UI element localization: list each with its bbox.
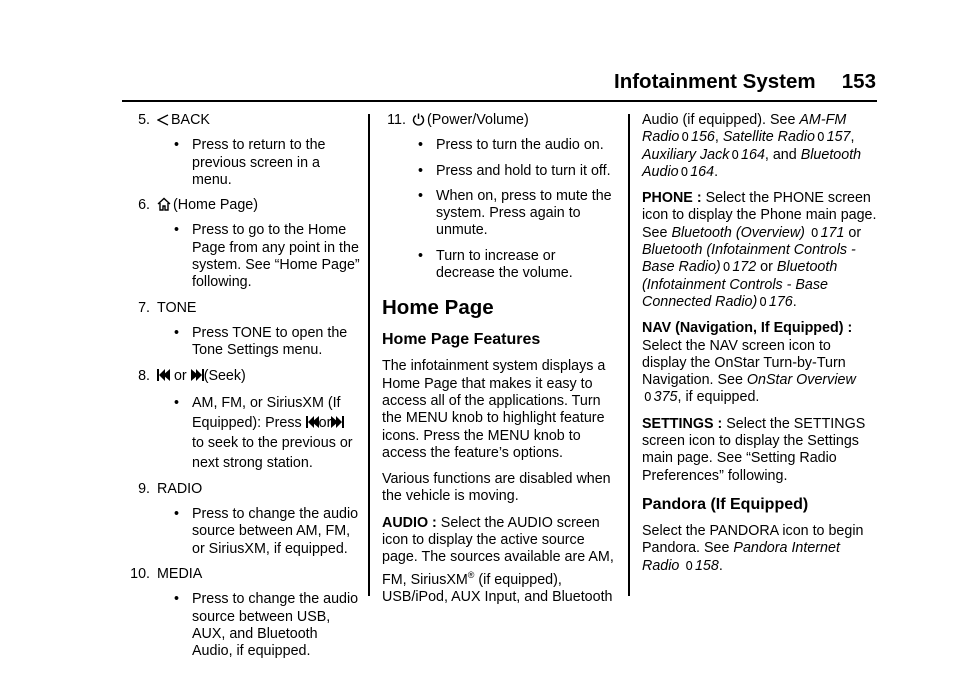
paragraph-text: Select the NAV screen icon to display the OnStar Turn-by-Turn Navigation. See: [642, 337, 846, 389]
back-arrow-icon: [157, 114, 169, 126]
heading-home-page-features: Home Page Features: [382, 331, 541, 349]
page-ref-icon: 0: [722, 260, 731, 275]
seek-back-icon: [306, 416, 319, 428]
paragraph-text: Audio (if equipped). See: [642, 112, 796, 128]
paragraph-settings: [642, 416, 878, 485]
column-2: [382, 112, 614, 615]
bullet-dot: •: [174, 137, 180, 154]
bullet-dot: •: [418, 137, 424, 154]
term-label: SETTINGS :: [642, 415, 723, 432]
paragraph-pandora: Select the PANDORA icon to begin Pandora. See Pandora Internet Radio 0 158.: [642, 522, 864, 574]
cross-reference-link[interactable]: Bluetooth (Infotainment Controls - Base Connected Radio): [642, 259, 838, 310]
item-number: 5.: [138, 112, 150, 128]
paragraph-text: or: [760, 259, 773, 276]
or-text: or: [173, 367, 187, 384]
column-3: [642, 112, 878, 584]
bullet-dot: •: [174, 394, 180, 411]
cross-reference-link[interactable]: Bluetooth (Infotainment Controls - Base Radio): [642, 242, 856, 276]
paragraph-nav: [642, 320, 878, 406]
bullet-text: Press and hold to turn it off.: [436, 162, 611, 179]
list-item-11: [382, 112, 614, 282]
bullet-text: Press to change the audio source between USB, AUX, and Bluetooth Audio, if equipped.: [192, 591, 359, 660]
bullet-text: to seek to the previous or next strong station.: [192, 434, 353, 471]
page-ref-icon: 0: [644, 390, 652, 405]
bullet-text: AM, FM, or SiriusXM (If Equipped): Press: [192, 394, 341, 431]
item-number: 7.: [138, 299, 150, 316]
column-divider-1: [368, 114, 370, 596]
list-item-6: [115, 197, 360, 291]
page-ref-icon: 0: [680, 164, 689, 179]
paragraph-audio: [382, 515, 614, 606]
paragraph-text: Select the PHONE screen icon to display the Phone main page. See: [642, 190, 877, 241]
item-label: BACK: [171, 112, 210, 128]
column-divider-2: [628, 114, 630, 596]
item-label: TONE: [157, 299, 197, 316]
page-ref-icon: 0: [810, 225, 819, 240]
seek-back-icon: [157, 369, 170, 381]
page-ref-number[interactable]: 176: [768, 293, 793, 310]
list-bullet: [174, 222, 360, 291]
bullet-text: Press to change the audio source between AM, FM, or SiriusXM, if equipped.: [192, 506, 359, 557]
list-item-5: [115, 112, 360, 189]
seek-forward-icon: [191, 369, 204, 381]
page-ref-icon: 0: [817, 130, 825, 145]
column-1: [115, 112, 360, 669]
bullet-text: Press to return to the previous screen in a menu.: [192, 137, 326, 188]
list-item-9: [115, 481, 360, 558]
term-label: NAV (Navigation, If Equipped) :: [642, 320, 853, 337]
page-ref-number[interactable]: 172: [732, 259, 757, 276]
bullet-text: When on, press to mute the system. Press again to unmute.: [436, 187, 612, 239]
heading-home-page: Home Page: [382, 296, 494, 320]
section-title: Infotainment System: [614, 70, 816, 93]
paragraph: Various functions are disabled when the vehicle is moving.: [382, 471, 611, 505]
paragraph-text: Select the PANDORA icon to begin Pandora. See: [642, 522, 864, 557]
power-icon: [412, 113, 425, 126]
item-number: 11.: [387, 112, 406, 128]
item-number: 6.: [138, 197, 150, 214]
cross-reference-link[interactable]: Pandora Internet Radio: [642, 540, 840, 574]
list-bullet: [174, 591, 360, 660]
paragraph-text: , if equipped.: [677, 389, 760, 406]
page-ref-number[interactable]: 375: [653, 389, 678, 406]
page-ref-number[interactable]: 158: [694, 557, 719, 574]
list-item-7: [115, 300, 360, 360]
paragraph-audio-cont: Audio (if equipped). See AM-FM Radio 0 156, Satellite Radio 0 157, Auxiliary Jack 0 164, and Bluetooth Audio 0 164.: [642, 112, 862, 180]
page-ref-icon: 0: [731, 147, 740, 162]
item-label: RADIO: [157, 480, 203, 497]
page-ref-number[interactable]: 157: [826, 129, 851, 146]
page-ref-number[interactable]: 164: [741, 146, 765, 163]
page-ref-number[interactable]: 171: [820, 224, 845, 241]
cross-reference-link[interactable]: Bluetooth Audio: [642, 146, 862, 180]
list-bullet: [174, 137, 360, 189]
list-bullet: [418, 163, 614, 180]
bullet-dot: •: [174, 324, 180, 341]
cross-reference-link[interactable]: AM-FM Radio: [642, 112, 847, 146]
page-ref-icon: 0: [759, 294, 767, 309]
page-ref-icon: 0: [685, 558, 693, 573]
term-label: PHONE :: [642, 190, 702, 207]
paragraph-phone: PHONE : Select the PHONE screen icon to display the Phone main page. See Bluetooth (Overview) 0 171 or Bluetooth (Infotainment Controls - Base Radio) 0 172 or Bluetooth (Infotainment Controls - Base Connected Radio) 0 176.: [642, 190, 877, 310]
item-label: (Home Page): [173, 197, 259, 214]
item-label: (Power/Volume): [427, 112, 529, 128]
bullet-dot: •: [418, 162, 424, 179]
list-item-8: [115, 368, 360, 473]
item-label: (Seek): [203, 367, 246, 384]
cross-reference-link[interactable]: Auxiliary Jack: [642, 146, 730, 163]
item-label: MEDIA: [157, 566, 203, 583]
page-ref-number[interactable]: 156: [691, 129, 715, 146]
list-bullet: [418, 188, 614, 240]
list-bullet: [418, 248, 614, 283]
or-text: or: [318, 414, 332, 431]
page-ref-number[interactable]: 164: [690, 163, 715, 180]
paragraph-text: Select the AUDIO screen icon to display the active source page. The sources available are AM, FM, SiriusXM: [382, 514, 614, 588]
bullet-dot: •: [418, 247, 424, 264]
paragraph-text: or: [848, 224, 862, 241]
list-bullet: [174, 325, 360, 360]
list-bullet: [174, 393, 360, 473]
paragraph-text: , and: [764, 146, 797, 163]
home-icon: [157, 197, 171, 211]
bullet-text: Turn to increase or decrease the volume.: [436, 247, 573, 282]
cross-reference-link[interactable]: OnStar Overview: [746, 372, 856, 389]
bullet-text: Press to turn the audio on.: [436, 137, 604, 154]
item-number: 8.: [138, 367, 150, 384]
bullet-dot: •: [418, 187, 424, 204]
heading-pandora: Pandora (If Equipped): [642, 495, 809, 513]
list-item-10: [115, 566, 360, 660]
page-number: 153: [841, 70, 876, 93]
paragraph: The infotainment system displays a Home Page that makes it easy to access all of the applications. Turn the MENU knob to highlight feature icons. Press the MENU knob to access the feature’s options.: [382, 358, 606, 461]
bullet-text: Press TONE to open the Tone Settings menu.: [192, 324, 348, 359]
paragraph-text: (if equipped), USB/iPod, AUX Input, and Bluetooth: [382, 571, 613, 605]
paragraph-text: Select the SETTINGS screen icon to display the Settings main page. See “Setting Radio Preferences” following.: [642, 415, 866, 484]
item-number: 10.: [130, 566, 150, 583]
bullet-text: Press to go to the Home Page from any point in the system. See “Home Page” following.: [192, 222, 360, 291]
seek-forward-icon: [331, 416, 344, 428]
cross-reference-link[interactable]: Satellite Radio: [722, 129, 816, 146]
bullet-dot: •: [174, 591, 180, 608]
term-label: AUDIO :: [382, 514, 437, 531]
page-ref-icon: 0: [681, 130, 689, 145]
item-number: 9.: [138, 480, 150, 497]
list-bullet: [418, 137, 614, 154]
cross-reference-link[interactable]: Bluetooth (Overview): [671, 224, 805, 241]
header-rule: [122, 100, 877, 102]
bullet-dot: •: [174, 506, 180, 523]
list-bullet: [174, 506, 360, 558]
registered-mark: ®: [467, 569, 475, 580]
bullet-dot: •: [174, 222, 180, 239]
